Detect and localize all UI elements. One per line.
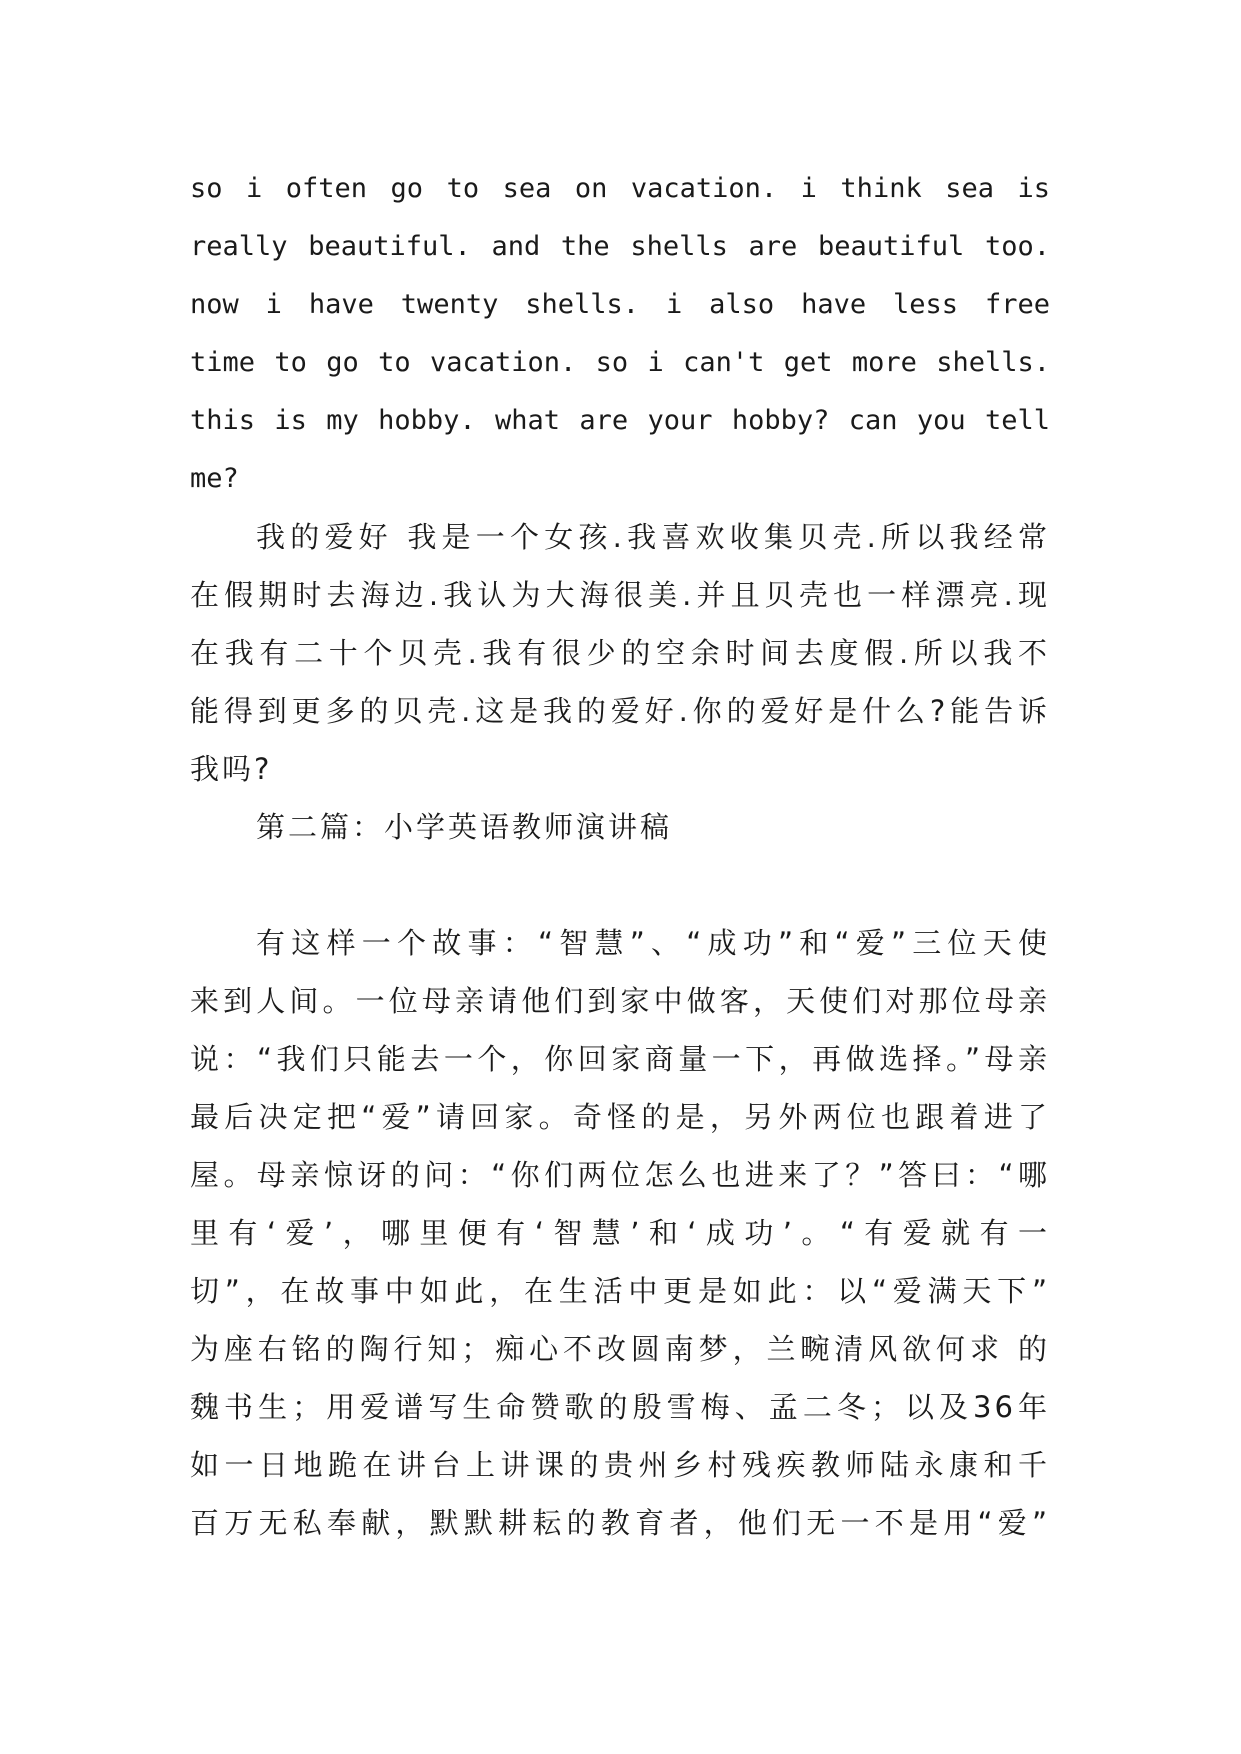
text-line: 我的爱好 我是一个女孩.我喜欢收集贝壳.所以我经常: [256, 520, 1050, 554]
section-heading-text: 第二篇：小学英语教师演讲稿: [256, 810, 673, 844]
text-line: 有这样一个故事：“智慧”、“成功”和“爱”三位天使: [256, 926, 1050, 960]
text-line: 如一日地跪在讲台上讲课的贵州乡村残疾教师陆永康和千: [190, 1448, 1050, 1482]
text-line: this is my hobby. what are your hobby? can you tell: [190, 405, 1050, 436]
text-line: 为座右铭的陶行知；痴心不改圆南梦，兰畹清风欲何求 的: [190, 1332, 1050, 1366]
text-line: 我吗?: [190, 752, 273, 786]
text-line: so i often go to sea on vacation. i think sea is: [190, 173, 1050, 204]
text-line: 屋。母亲惊讶的问：“你们两位怎么也进来了？”答曰：“哪: [190, 1158, 1050, 1192]
text-line: time to go to vacation. so i can't get more shells.: [190, 347, 1050, 378]
chinese-paragraph-2: [190, 914, 1050, 1552]
text-line: now i have twenty shells. i also have less free: [190, 289, 1050, 320]
english-paragraph: [190, 160, 1050, 508]
text-line: me?: [190, 463, 239, 494]
text-line: 来到人间。一位母亲请他们到家中做客，天使们对那位母亲: [190, 984, 1050, 1018]
text-line: 最后决定把“爱”请回家。奇怪的是，另外两位也跟着进了: [190, 1100, 1050, 1134]
text-line: 百万无私奉献，默默耕耘的教育者，他们无一不是用“爱”: [190, 1506, 1050, 1540]
text-line: 在我有二十个贝壳.我有很少的空余时间去度假.所以我不: [190, 636, 1050, 670]
text-line: 里有‘爱’，哪里便有‘智慧’和‘成功’。“有爱就有一: [190, 1216, 1050, 1250]
text-line: 说：“我们只能去一个，你回家商量一下，再做选择。”母亲: [190, 1042, 1050, 1076]
section-heading: [190, 798, 1050, 856]
chinese-paragraph-1: [190, 508, 1050, 798]
text-line: 在假期时去海边.我认为大海很美.并且贝壳也一样漂亮.现: [190, 578, 1050, 612]
text-line: 切”，在故事中如此，在生活中更是如此：以“爱满天下”: [190, 1274, 1050, 1308]
text-line: 能得到更多的贝壳.这是我的爱好.你的爱好是什么?能告诉: [190, 694, 1050, 728]
text-line: really beautiful. and the shells are beautiful too.: [190, 231, 1050, 262]
text-line: 魏书生；用爱谱写生命赞歌的殷雪梅、孟二冬；以及36年: [190, 1390, 1050, 1424]
